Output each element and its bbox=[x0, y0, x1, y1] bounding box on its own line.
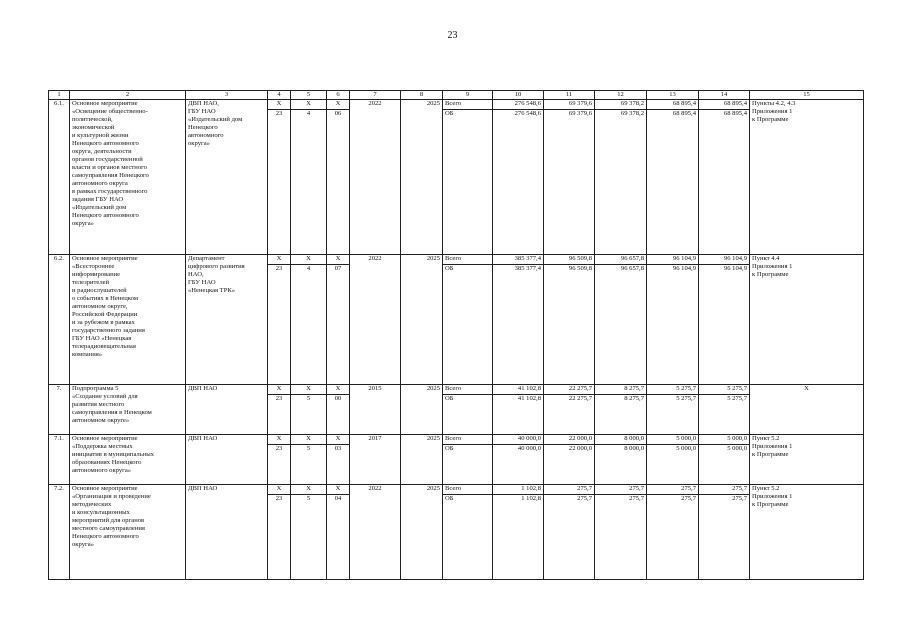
cell-v11-bot: 69 379,6 bbox=[568, 110, 592, 117]
cell-src bbox=[443, 100, 493, 255]
cell-c6-top: Х bbox=[327, 435, 349, 445]
cell-c5 bbox=[291, 485, 327, 580]
cell-v11-bot: 22 000,0 bbox=[568, 445, 592, 452]
cell-c5-bot: 4 bbox=[306, 110, 311, 117]
cell-v12 bbox=[595, 435, 647, 485]
cell-src-top: Всего bbox=[443, 385, 492, 395]
cell-v13-top: 275,7 bbox=[647, 485, 698, 495]
cell-v12 bbox=[595, 485, 647, 580]
column-number-row bbox=[49, 91, 864, 100]
header-cell: 14 bbox=[699, 91, 750, 100]
cell-v13-top: 68 895,4 bbox=[647, 100, 698, 110]
header-cell: 11 bbox=[544, 91, 595, 100]
cell-v11 bbox=[544, 485, 595, 580]
cell-v13 bbox=[647, 255, 699, 385]
cell-src-bot: ОБ bbox=[445, 445, 454, 452]
cell-v14-bot: 275,7 bbox=[732, 495, 747, 502]
cell-start: 2022 bbox=[350, 255, 401, 385]
cell-src-top: Всего bbox=[443, 100, 492, 110]
cell-c6-bot: 06 bbox=[334, 110, 342, 117]
cell-v12-top: 8 275,7 bbox=[595, 385, 646, 395]
cell-v12-bot: 96 657,8 bbox=[620, 265, 644, 272]
cell-v13 bbox=[647, 100, 699, 255]
cell-name: Основное мероприятие «Всестороннее информирование телезрителей и радиослушателей о событиях в Ненецком автономном округе, Российской Федерации и за рубежом в рамках государственного задания ГБУ НАО «Ненецкая телерадиовещательная компания» bbox=[70, 255, 186, 385]
cell-c6-top: Х bbox=[327, 100, 349, 110]
cell-note: Пункты 4.2, 4.3 Приложения 1 к Программе bbox=[750, 100, 864, 255]
header-cell: 8 bbox=[401, 91, 443, 100]
cell-c6-bot: 03 bbox=[334, 445, 342, 452]
cell-v10-bot: 40 000,0 bbox=[517, 445, 541, 452]
cell-v13-top: 5 000,0 bbox=[647, 435, 698, 445]
cell-v13-bot: 275,7 bbox=[681, 495, 696, 502]
cell-c4-bot: 23 bbox=[275, 495, 283, 502]
cell-start: 2017 bbox=[350, 435, 401, 485]
cell-v11-top: 96 509,8 bbox=[544, 255, 594, 265]
cell-name: Основное мероприятие «Поддержка местных инициатив в муниципальных образованиях Ненецкого автономного округа» bbox=[70, 435, 186, 485]
cell-c6 bbox=[327, 435, 350, 485]
cell-c6 bbox=[327, 385, 350, 435]
cell-src-bot: ОБ bbox=[445, 110, 454, 117]
cell-v10-top: 276 548,6 bbox=[493, 100, 543, 110]
cell-v14-top: 96 104,9 bbox=[699, 255, 749, 265]
cell-v13-bot: 96 104,9 bbox=[672, 265, 696, 272]
table-row bbox=[49, 485, 864, 580]
cell-v10-bot: 41 102,8 bbox=[517, 395, 541, 402]
table-row bbox=[49, 385, 864, 435]
cell-name: Основное мероприятие «Освещение общественно- политической, экономической и культурной жизни Ненецкого автономного округа, деятельности органов государственной власти и органов местного самоуправления Ненецкого автономного округа в рамках государственного задания ГБУ НАО «Издательский дом Ненецкого автономного округа» bbox=[70, 100, 186, 255]
cell-c5-top: Х bbox=[291, 100, 326, 110]
page-number: 23 bbox=[447, 30, 458, 41]
cell-v11-bot: 96 509,8 bbox=[568, 265, 592, 272]
cell-num: 7.1. bbox=[49, 435, 70, 485]
header-cell: 5 bbox=[291, 91, 327, 100]
cell-v13-top: 96 104,9 bbox=[647, 255, 698, 265]
header-cell: 4 bbox=[268, 91, 291, 100]
cell-v11-top: 69 379,6 bbox=[544, 100, 594, 110]
cell-end: 2025 bbox=[401, 100, 443, 255]
cell-v12-top: 69 378,2 bbox=[595, 100, 646, 110]
header-cell: 12 bbox=[595, 91, 647, 100]
cell-src-bot: ОБ bbox=[445, 395, 454, 402]
cell-v10-top: 1 102,8 bbox=[493, 485, 543, 495]
cell-exec: ДВП НАО bbox=[186, 485, 268, 580]
cell-v13-top: 5 275,7 bbox=[647, 385, 698, 395]
cell-c4 bbox=[268, 485, 291, 580]
header-cell: 1 bbox=[49, 91, 70, 100]
cell-end: 2025 bbox=[401, 435, 443, 485]
cell-v13 bbox=[647, 385, 699, 435]
cell-c6 bbox=[327, 485, 350, 580]
table-row bbox=[49, 435, 864, 485]
cell-c5-bot: 5 bbox=[306, 445, 311, 452]
cell-v12-bot: 8 275,7 bbox=[624, 395, 644, 402]
cell-num: 6.2. bbox=[49, 255, 70, 385]
cell-v12-top: 275,7 bbox=[595, 485, 646, 495]
cell-c6-bot: 04 bbox=[334, 495, 342, 502]
table-row bbox=[49, 255, 864, 385]
cell-v14-top: 5 275,7 bbox=[699, 385, 749, 395]
header-cell: 3 bbox=[186, 91, 268, 100]
cell-c5 bbox=[291, 435, 327, 485]
cell-v14 bbox=[699, 100, 750, 255]
cell-c5 bbox=[291, 385, 327, 435]
cell-v10-bot: 276 548,6 bbox=[514, 110, 541, 117]
cell-v11-top: 22 000,0 bbox=[544, 435, 594, 445]
cell-start: 2022 bbox=[350, 485, 401, 580]
cell-exec: ДВП НАО, ГБУ НАО «Издательский дом Ненецкого автономного округа» bbox=[186, 100, 268, 255]
cell-v12-top: 96 657,8 bbox=[595, 255, 646, 265]
cell-src-bot: ОБ bbox=[445, 265, 454, 272]
cell-v10-bot: 1 102,8 bbox=[521, 495, 541, 502]
cell-exec: ДВП НАО bbox=[186, 435, 268, 485]
cell-v14-top: 68 895,4 bbox=[699, 100, 749, 110]
cell-v11-top: 22 275,7 bbox=[544, 385, 594, 395]
cell-note: Х bbox=[750, 385, 864, 435]
cell-c4 bbox=[268, 100, 291, 255]
cell-v12-bot: 275,7 bbox=[629, 495, 644, 502]
cell-c4-top: Х bbox=[268, 485, 290, 495]
cell-c4-top: Х bbox=[268, 385, 290, 395]
cell-v14-bot: 96 104,9 bbox=[723, 265, 747, 272]
cell-v10 bbox=[493, 435, 544, 485]
cell-v14-top: 5 000,0 bbox=[699, 435, 749, 445]
cell-v14 bbox=[699, 485, 750, 580]
program-table bbox=[48, 90, 864, 580]
cell-src-top: Всего bbox=[443, 435, 492, 445]
header-cell: 2 bbox=[70, 91, 186, 100]
cell-num: 6.1. bbox=[49, 100, 70, 255]
cell-src-top: Всего bbox=[443, 255, 492, 265]
cell-note: Пункт 5.2 Приложения 1 к Программе bbox=[750, 485, 864, 580]
cell-c4-bot: 23 bbox=[275, 395, 283, 402]
cell-c5-top: Х bbox=[291, 385, 326, 395]
cell-v10 bbox=[493, 100, 544, 255]
cell-c6-top: Х bbox=[327, 255, 349, 265]
cell-note: Пункт 5.2 Приложения 1 к Программе bbox=[750, 435, 864, 485]
cell-v13 bbox=[647, 485, 699, 580]
cell-v14 bbox=[699, 435, 750, 485]
cell-start: 2015 bbox=[350, 385, 401, 435]
cell-exec: ДВП НАО bbox=[186, 385, 268, 435]
cell-v12 bbox=[595, 255, 647, 385]
cell-c5 bbox=[291, 255, 327, 385]
cell-v11 bbox=[544, 385, 595, 435]
cell-v10-top: 40 000,0 bbox=[493, 435, 543, 445]
cell-end: 2025 bbox=[401, 255, 443, 385]
cell-src bbox=[443, 255, 493, 385]
header-cell: 10 bbox=[493, 91, 544, 100]
cell-v14-top: 275,7 bbox=[699, 485, 749, 495]
cell-v11-bot: 275,7 bbox=[577, 495, 592, 502]
cell-v13 bbox=[647, 435, 699, 485]
cell-v14-bot: 5 000,0 bbox=[727, 445, 747, 452]
cell-v11 bbox=[544, 100, 595, 255]
cell-src-bot: ОБ bbox=[445, 495, 454, 502]
cell-num: 7. bbox=[49, 385, 70, 435]
cell-c6 bbox=[327, 255, 350, 385]
table-body bbox=[49, 100, 864, 580]
cell-c4 bbox=[268, 385, 291, 435]
cell-v10-bot: 385 377,4 bbox=[514, 265, 541, 272]
cell-v10-top: 41 102,8 bbox=[493, 385, 543, 395]
cell-note: Пункт 4.4 Приложения 1 к Программе bbox=[750, 255, 864, 385]
cell-v14-bot: 5 275,7 bbox=[727, 395, 747, 402]
cell-v10 bbox=[493, 485, 544, 580]
cell-v11 bbox=[544, 435, 595, 485]
cell-c5-top: Х bbox=[291, 255, 326, 265]
cell-v13-bot: 5 275,7 bbox=[676, 395, 696, 402]
table-row bbox=[49, 100, 864, 255]
cell-c5-top: Х bbox=[291, 485, 326, 495]
cell-v12 bbox=[595, 100, 647, 255]
cell-c4 bbox=[268, 435, 291, 485]
cell-c6-bot: 07 bbox=[334, 265, 342, 272]
header-cell: 13 bbox=[647, 91, 699, 100]
cell-v14 bbox=[699, 255, 750, 385]
cell-v10 bbox=[493, 255, 544, 385]
cell-c4 bbox=[268, 255, 291, 385]
cell-name: Подпрограмма 5 «Создание условий для развития местного самоуправления в Ненецком автономном округе» bbox=[70, 385, 186, 435]
cell-v10 bbox=[493, 385, 544, 435]
cell-c4-bot: 23 bbox=[275, 110, 283, 117]
cell-c5-bot: 4 bbox=[306, 265, 311, 272]
cell-v11-top: 275,7 bbox=[544, 485, 594, 495]
cell-src bbox=[443, 485, 493, 580]
header-cell: 9 bbox=[443, 91, 493, 100]
cell-c6-top: Х bbox=[327, 485, 349, 495]
cell-start: 2022 bbox=[350, 100, 401, 255]
cell-v11 bbox=[544, 255, 595, 385]
cell-c5-bot: 5 bbox=[306, 395, 311, 402]
header-cell: 7 bbox=[350, 91, 401, 100]
header-cell: 6 bbox=[327, 91, 350, 100]
cell-c4-top: Х bbox=[268, 435, 290, 445]
cell-c5-top: Х bbox=[291, 435, 326, 445]
cell-num: 7.2. bbox=[49, 485, 70, 580]
header-cell: 15 bbox=[750, 91, 864, 100]
cell-c5-bot: 5 bbox=[306, 495, 311, 502]
cell-exec: Департамент цифрового развития НАО, ГБУ НАО «Ненецкая ТРК» bbox=[186, 255, 268, 385]
cell-v14-bot: 68 895,4 bbox=[723, 110, 747, 117]
cell-end: 2025 bbox=[401, 485, 443, 580]
cell-c6-bot: 00 bbox=[334, 395, 342, 402]
cell-src-top: Всего bbox=[443, 485, 492, 495]
cell-name: Основное мероприятие «Организация и проведение методических и консультационных мероприятий для органов местного самоуправления Ненецкого автономного округа» bbox=[70, 485, 186, 580]
cell-v13-bot: 68 895,4 bbox=[672, 110, 696, 117]
cell-c4-bot: 23 bbox=[275, 265, 283, 272]
cell-v12-bot: 69 378,2 bbox=[620, 110, 644, 117]
cell-c6-top: Х bbox=[327, 385, 349, 395]
cell-src bbox=[443, 435, 493, 485]
cell-v10-top: 385 377,4 bbox=[493, 255, 543, 265]
cell-c4-top: Х bbox=[268, 100, 290, 110]
cell-v12 bbox=[595, 385, 647, 435]
cell-c5 bbox=[291, 100, 327, 255]
cell-v13-bot: 5 000,0 bbox=[676, 445, 696, 452]
cell-v12-bot: 8 000,0 bbox=[624, 445, 644, 452]
cell-src bbox=[443, 385, 493, 435]
cell-v14 bbox=[699, 385, 750, 435]
cell-v11-bot: 22 275,7 bbox=[568, 395, 592, 402]
cell-c6 bbox=[327, 100, 350, 255]
cell-v12-top: 8 000,0 bbox=[595, 435, 646, 445]
cell-c4-bot: 23 bbox=[275, 445, 283, 452]
cell-end: 2025 bbox=[401, 385, 443, 435]
cell-c4-top: Х bbox=[268, 255, 290, 265]
